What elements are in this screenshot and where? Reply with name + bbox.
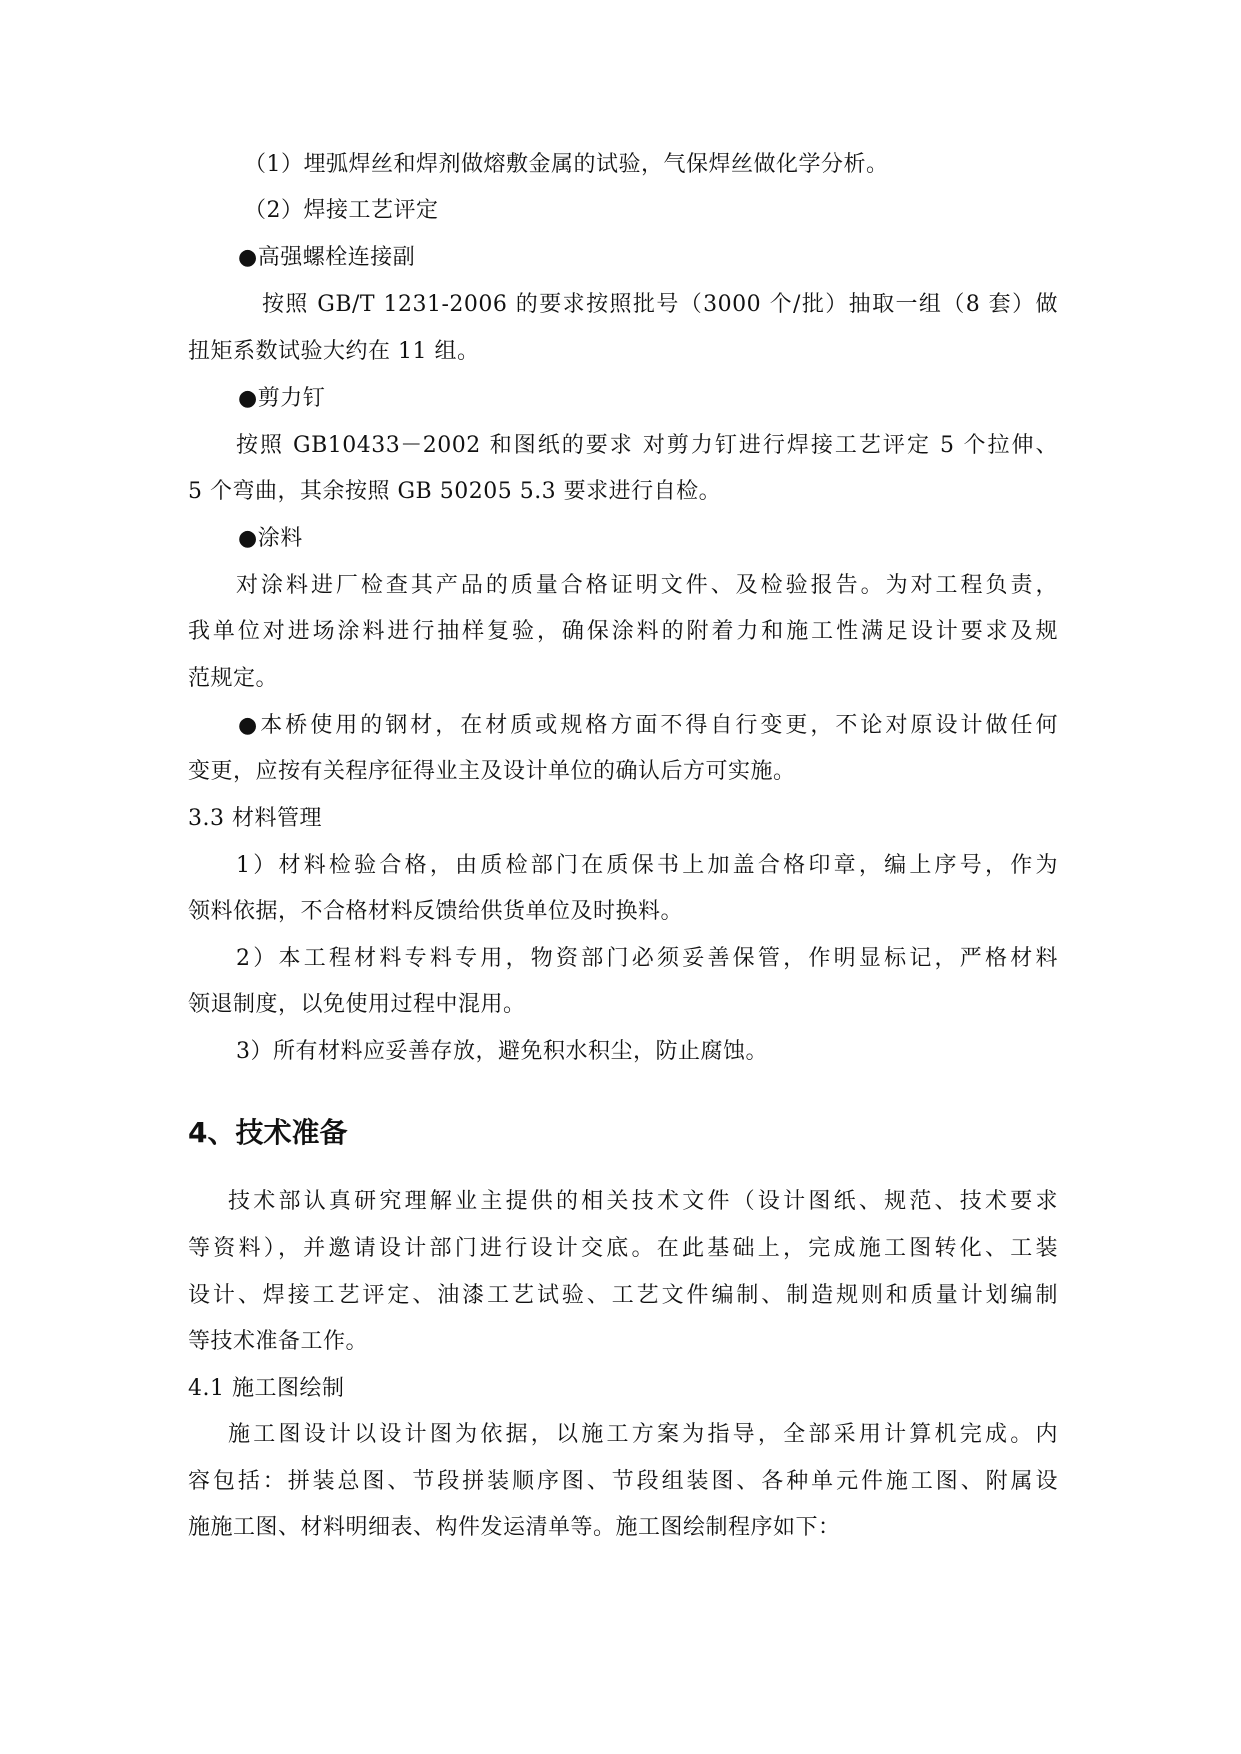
- drawing-text-line-1: 施工图设计以设计图为依据，以施工方案为指导，全部采用计算机完成。内: [228, 1422, 1058, 1447]
- tech-prep-intro-line-1: 技术部认真研究理解业主提供的相关技术文件（设计图纸、规范、技术要求: [228, 1189, 1058, 1214]
- tech-prep-intro-line-3: 设计、焊接工艺评定、油漆工艺试验、工艺文件编制、制造规则和质量计划编制: [188, 1283, 1058, 1308]
- paint-text-line-1: 对涂料进厂检查其产品的质量合格证明文件、及检验报告。为对工程负责，: [236, 573, 1058, 598]
- section-3-3-title: 3.3 材料管理: [188, 806, 322, 831]
- section-4-1-title: 4.1 施工图绘制: [188, 1376, 345, 1401]
- bolt-text-line-2: 扭矩系数试验大约在 11 组。: [188, 339, 480, 364]
- material-mgmt-p2-line-2: 领退制度，以免使用过程中混用。: [188, 992, 526, 1017]
- welding-procedure-item: （2）焊接工艺评定: [244, 198, 439, 223]
- paint-text-line-3: 范规定。: [188, 666, 279, 691]
- stud-text-line-1: 按照 GB10433－2002 和图纸的要求 对剪力钉进行焊接工艺评定 5 个拉伸、: [236, 433, 1058, 458]
- tech-prep-intro-line-4: 等技术准备工作。: [188, 1329, 369, 1354]
- tech-prep-intro-line-2: 等资料），并邀请设计部门进行设计交底。在此基础上，完成施工图转化、工装: [188, 1236, 1058, 1261]
- welding-wire-test-item: （1）埋弧焊丝和焊剂做熔敷金属的试验，气保焊丝做化学分析。: [244, 152, 889, 177]
- drawing-text-line-2: 容包括：拼装总图、节段拼装顺序图、节段组装图、各种单元件施工图、附属设: [188, 1469, 1058, 1494]
- material-mgmt-p1-line-2: 领料依据，不合格材料反馈给供货单位及时换料。: [188, 899, 684, 924]
- material-mgmt-p2-line-1: 2）本工程材料专料专用，物资部门必须妥善保管，作明显标记，严格材料: [236, 946, 1058, 971]
- section-4-heading: 4、技术准备: [188, 1116, 348, 1149]
- drawing-text-line-3: 施施工图、材料明细表、构件发运清单等。施工图绘制程序如下：: [188, 1515, 841, 1540]
- bolt-section-title: ●高强螺栓连接副: [238, 245, 416, 270]
- stud-section-title: ●剪力钉: [238, 386, 326, 411]
- material-mgmt-p3-line-1: 3）所有材料应妥善存放，避免积水积尘，防止腐蚀。: [236, 1039, 768, 1064]
- stud-text-line-2: 5 个弯曲，其余按照 GB 50205 5.3 要求进行自检。: [188, 479, 722, 504]
- steel-text-line-2: 变更，应按有关程序征得业主及设计单位的确认后方可实施。: [188, 759, 796, 784]
- steel-text-line-1: ●本桥使用的钢材，在材质或规格方面不得自行变更，不论对原设计做任何: [238, 713, 1058, 738]
- material-mgmt-p1-line-1: 1）材料检验合格，由质检部门在质保书上加盖合格印章，编上序号，作为: [236, 853, 1058, 878]
- paint-section-title: ●涂料: [238, 526, 303, 551]
- bolt-text-line-1: 按照 GB/T 1231-2006 的要求按照批号（3000 个/批）抽取一组（8 套）做: [262, 292, 1058, 317]
- paint-text-line-2: 我单位对进场涂料进行抽样复验，确保涂料的附着力和施工性满足设计要求及规: [188, 619, 1058, 644]
